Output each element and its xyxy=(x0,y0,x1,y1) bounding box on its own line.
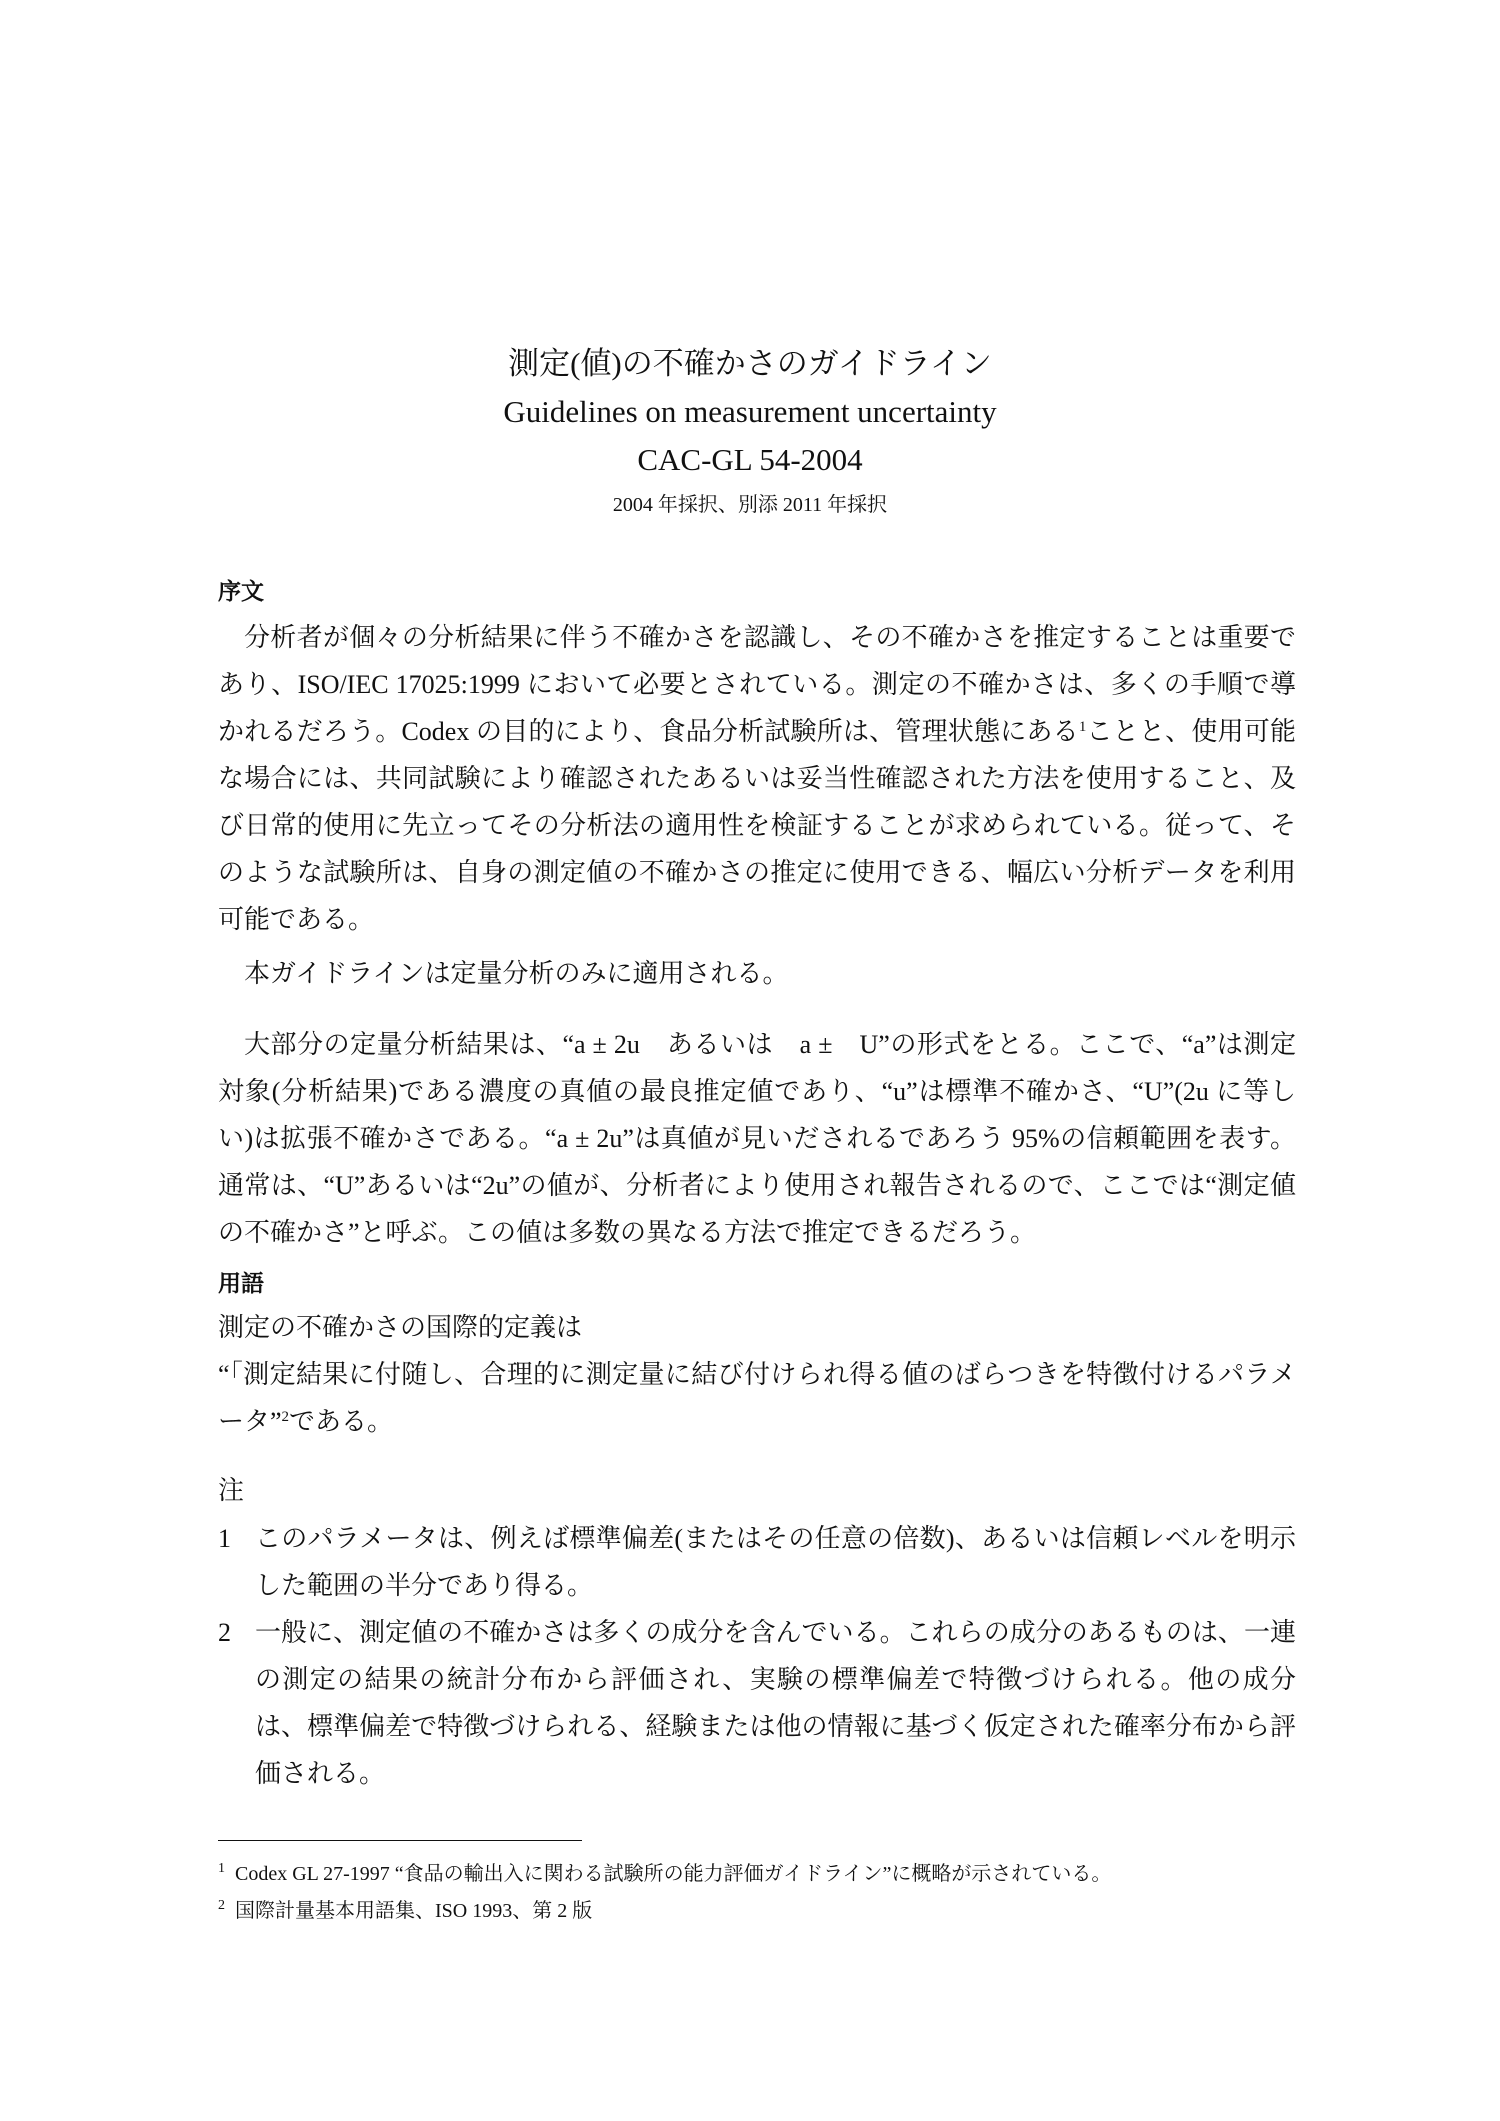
terms-section xyxy=(218,1266,1296,1445)
preface-p1-text-b: ことと、使用可能な場合には、共同試験により確認されたあるいは妥当性確認された方法を使用すること、及び日常的使用に先立ってその分析法の適用性を検証することが求められている。従って、そのような試験所は、自身の測定値の不確かさの推定に使用できる、幅広い分析データを利用可能である。 xyxy=(218,717,1296,934)
preface-paragraph-1 xyxy=(218,614,1296,943)
note-text: このパラメータは、例えば標準偏差(またはその任意の倍数)、あるいは信頼レベルを明示した範囲の半分であり得る。 xyxy=(255,1524,1296,1600)
notes-list xyxy=(218,1515,1296,1797)
result-format-block xyxy=(218,1021,1296,1256)
footnote-text: Codex GL 27-1997 “食品の輸出入に関わる試験所の能力評価ガイドライン”に概略が示されている。 xyxy=(235,1863,1112,1885)
footnote-ref-2: 2 xyxy=(281,1409,290,1425)
note-number: 2 xyxy=(218,1618,231,1647)
section-heading-terms: 用語 xyxy=(218,1271,264,1297)
document-code: CAC-GL 54-2004 xyxy=(637,442,863,477)
title-japanese: 測定(値)の不確かさのガイドライン xyxy=(508,346,992,381)
note-item xyxy=(218,1515,1296,1609)
preface-p1-text-a: 分析者が個々の分析結果に伴う不確かさを認識し、その不確かさを推定することは重要であり、ISO/IEC 17025:1999 において必要とされている。測定の不確かさは、多くの手順で導かれるだろう。Codex の目的により、食品分析試験所は、管理状態にある xyxy=(218,623,1296,746)
footnote-mark: 1 xyxy=(218,1861,225,1876)
title-english: Guidelines on measurement uncertainty xyxy=(503,394,997,429)
scope-paragraph-block xyxy=(218,950,1296,997)
note-item xyxy=(218,1609,1296,1797)
note-number: 1 xyxy=(218,1524,231,1553)
uncertainty-definition xyxy=(218,1351,1296,1445)
definition-tail: である。 xyxy=(289,1407,394,1436)
title-block xyxy=(0,340,1500,526)
note-text: 一般に、測定値の不確かさは多くの成分を含んでいる。これらの成分のあるものは、一連の測定の結果の統計分布から評価され、実験の標準偏差で特徴づけられる。他の成分は、標準偏差で特徴づけられる、経験または他の情報に基づく仮定された確率分布から評価される。 xyxy=(255,1618,1296,1788)
footnote-ref-1: 1 xyxy=(1078,719,1087,735)
footnote-text: 国際計量基本用語集、ISO 1993、第 2 版 xyxy=(235,1900,593,1922)
definition-text: “「測定結果に付随し、合理的に測定量に結び付けられ得る値のばらつきを特徴付けるパラメータ” xyxy=(218,1360,1296,1436)
footnote-2 xyxy=(218,1890,1296,1927)
footnote-separator xyxy=(218,1840,582,1841)
preface-section xyxy=(218,574,1296,943)
section-heading-preface: 序文 xyxy=(218,579,264,605)
footnote-mark: 2 xyxy=(218,1898,225,1913)
terms-intro: 測定の不確かさの国際的定義は xyxy=(218,1313,583,1342)
notes-heading: 注 xyxy=(218,1476,245,1505)
footnote-1 xyxy=(218,1853,1296,1890)
preface-paragraph-2: 本ガイドラインは定量分析のみに適用される。 xyxy=(244,959,789,988)
footnotes xyxy=(218,1853,1296,1927)
adoption-note: 2004 年採択、別添 2011 年採択 xyxy=(612,494,888,516)
preface-paragraph-3: 大部分の定量分析結果は、“a ± 2u あるいは a ± U”の形式をとる。ここで、“a”は測定対象(分析結果)である濃度の真値の最良推定値であり、“u”は標準不確かさ、“U”(2u に等しい)は拡張不確かさである。“a ± 2u”は真値が見いだされるであろう 95%の信頼範囲を表す。通常は、“U”あるいは“2u”の値が、分析者により使用され報告されるので、ここでは“測定値の不確かさ”と呼ぶ。この値は多数の異なる方法で推定できるだろう。 xyxy=(218,1030,1296,1247)
notes-section xyxy=(218,1467,1296,1797)
